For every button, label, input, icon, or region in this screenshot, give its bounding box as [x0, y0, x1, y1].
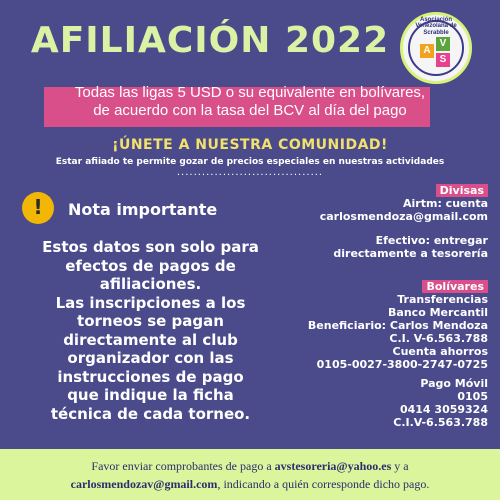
bolivares-line: Banco Mercantil — [388, 306, 488, 319]
logo-letter-s: S — [436, 53, 450, 67]
community-headline: ¡ÚNETE A NUESTRA COMUNIDAD! — [112, 137, 388, 153]
bolivares-line: C.I. V-6.563.788 — [389, 332, 488, 345]
note-title: Nota importante — [68, 200, 218, 219]
bolivares-line: 0105-0027-3800-2747-0725 — [316, 358, 488, 371]
footer-text — [0, 457, 500, 493]
footer-part-3: , indicando a quién corresponde dicho pago. — [217, 477, 430, 491]
bolivares-tag: Bolívares — [422, 280, 488, 293]
divisas-tag: Divisas — [436, 184, 488, 197]
note-body — [28, 238, 273, 423]
airtm-line: Airtm: cuenta — [403, 197, 488, 210]
efectivo-line-2: directamente a tesorería — [333, 247, 488, 260]
footer-band — [0, 449, 500, 500]
warning-icon: ! — [22, 192, 54, 224]
bolivares-line: Cuenta ahorros — [392, 345, 488, 358]
note-line: directamente al club — [63, 330, 238, 349]
price-line-2: de acuerdo con la tasa del BCV al día del pago — [93, 102, 407, 119]
note-line: Las inscripciones a los — [55, 293, 246, 312]
airtm-email: carlosmendoza@gmail.com — [319, 210, 488, 223]
price-line-1: Todas las ligas 5 USD o su equivalente en bolívares, — [74, 84, 426, 101]
dotted-divider: ................................... — [176, 167, 324, 178]
note-line: organizador con las — [67, 349, 234, 367]
note-line: instrucciones de pago — [57, 367, 244, 386]
efectivo-line-1: Efectivo: entregar — [375, 234, 488, 247]
bolivares-section — [308, 280, 488, 371]
avs-logo — [400, 12, 472, 84]
bolivares-line: Beneficiario: Carlos Mendoza — [307, 319, 488, 332]
note-line: técnica de cada torneo. — [50, 404, 251, 423]
pago-movil-line: C.I.V-6.563.788 — [393, 416, 488, 429]
price-band-text — [0, 84, 500, 120]
logo-letter-v: V — [436, 37, 450, 51]
pago-movil-line: Pago Móvil — [420, 377, 488, 390]
pago-movil-line: 0105 — [457, 390, 488, 403]
pago-movil-section — [393, 377, 488, 429]
logo-text: Asociación Venezolana de Scrabble — [415, 17, 457, 36]
community-subtitle: Estar afiiado te permite gozar de precios especiales en nuestras actividades — [55, 157, 445, 167]
footer-part-1: Favor enviar comprobantes de pago a — [91, 459, 275, 473]
footer-email-2: carlosmendozav@gmail.com — [70, 477, 218, 491]
note-line: afiliaciones. — [99, 275, 202, 293]
note-line: torneos se pagan — [77, 312, 224, 330]
bolivares-line: Transferencias — [397, 293, 488, 306]
footer-part-2: y a — [391, 459, 409, 473]
note-line: que indique la ficha — [67, 386, 234, 404]
divisas-section — [320, 184, 488, 223]
footer-email-1: avstesoreria@yahoo.es — [274, 459, 392, 473]
logo-letter-a: A — [420, 44, 434, 58]
note-line: efectos de pagos de — [65, 256, 236, 275]
note-line: Estos datos son solo para — [42, 238, 259, 256]
pago-movil-line: 0414 3059324 — [399, 403, 488, 416]
page-title: AFILIACIÓN 2022 — [30, 20, 390, 61]
efectivo-section — [333, 234, 488, 260]
